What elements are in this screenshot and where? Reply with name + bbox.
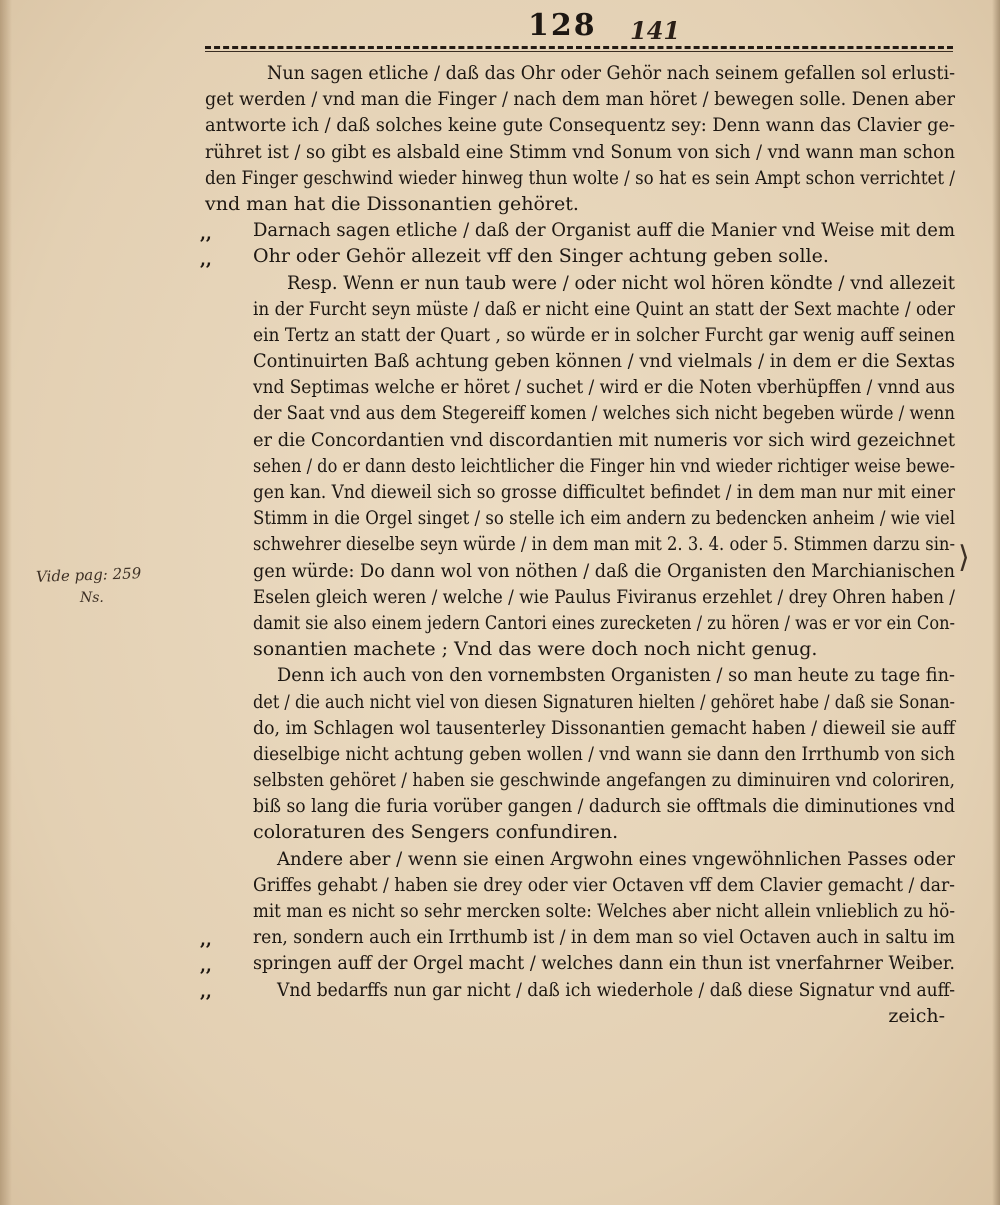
text-line: vnd man hat die Dissonantien gehöret.	[205, 192, 579, 215]
text-line: Nun sagen etliche / daß das Ohr oder Gehör nach seinem gefallen sol erlusti-	[267, 62, 955, 84]
page-number: 128	[528, 8, 597, 43]
quote-mark: ,,	[200, 250, 212, 270]
text-line: rühret ist / so gibt es alsbald eine Stimm vnd Sonum von sich / vnd wann man schon	[205, 140, 955, 163]
quote-mark: ,,	[200, 956, 212, 976]
text-line: schwehrer dieselbe seyn würde / in dem man mit 2. 3. 4. oder 5. Stimmen darzu sin-	[253, 533, 955, 556]
header-rule	[205, 46, 953, 49]
text-line: dieselbige nicht achtung geben wollen / vnd wann sie dann den Irrthumb von sich	[253, 742, 955, 765]
text-line: Continuirten Baß achtung geben können / vnd vielmals / in dem er die Sextas	[253, 350, 955, 373]
text-line: sonantien machete ; Vnd das were doch noch nicht genug.	[253, 638, 818, 661]
text-line: springen auff der Orgel macht / welches dann ein thun ist vnerfahrner Weiber.	[253, 952, 955, 975]
text-line: sehen / do er dann desto leichtlicher die Finger hin vnd wieder richtiger weise bewe-	[253, 454, 955, 477]
page-left-shadow	[0, 0, 12, 1205]
text-line: Andere aber / wenn sie einen Argwohn eines vngewöhnlichen Passes oder	[277, 847, 955, 870]
text-line: antworte ich / daß solches keine gute Consequentz sey: Denn wann das Clavier ge-	[205, 114, 955, 137]
text-line: do, im Schlagen wol tausenterley Dissonantien gemacht haben / dieweil sie auff	[253, 716, 955, 739]
text-line: get werden / vnd man die Finger / nach dem man höret / bewegen solle. Denen aber	[205, 88, 955, 111]
text-line: Stimm in die Orgel singet / so stelle ich eim andern zu bedencken anheim / wie viel	[253, 507, 955, 530]
text-line: der Saat vnd aus dem Stegereiff komen / welches sich nicht begeben würde / wenn	[253, 402, 955, 425]
text-line: Ohr oder Gehör allezeit vff den Singer achtung geben solle.	[253, 245, 829, 268]
page-header	[480, 6, 720, 44]
catchword: zeich-	[888, 1004, 945, 1027]
text-line: Darnach sagen etliche / daß der Organist auff die Manier vnd Weise mit dem	[253, 219, 955, 242]
text-line: ren, sondern auch ein Irrthumb ist / in dem man so viel Octaven auch in saltu im	[253, 926, 955, 949]
text-line: biß so lang die furia vorüber gangen / dadurch sie offtmals die diminutiones vnd	[253, 795, 955, 818]
body-text	[205, 60, 955, 1029]
text-line: er die Concordantien vnd discordantien mit numeris vor sich wird gezeichnet	[253, 428, 955, 451]
text-line: in der Furcht seyn müste / daß er nicht eine Quint an statt der Sext machte / oder	[253, 297, 955, 320]
text-line: Denn ich auch von den vornembsten Organisten / so man heute zu tage fin-	[277, 664, 955, 687]
text-line: gen würde: Do dann wol von nöthen / daß die Organisten den Marchianischen	[253, 559, 955, 582]
text-line: damit sie also einem jedern Cantori eines zurecketen / zu hören / was er vor ein Con-	[253, 611, 955, 634]
quote-mark: ,,	[200, 982, 212, 1002]
text-line: Resp. Wenn er nun taub were / oder nicht wol hören köndte / vnd allezeit	[287, 271, 955, 294]
text-line: gen kan. Vnd dieweil sich so grosse difficultet befindet / in dem man nur mit einer	[253, 481, 955, 503]
header-rule-thin	[205, 51, 953, 52]
text-line: Vnd bedarffs nun gar nicht / daß ich wiederhole / daß diese Signatur vnd auff-	[277, 978, 955, 1001]
text-line: coloraturen des Sengers confundiren.	[253, 821, 619, 844]
text-line: Eselen gleich weren / welche / wie Paulus Fiviranus erzehlet / drey Ohren haben /	[253, 585, 955, 608]
text-line: ein Tertz an statt der Quart , so würde er in solcher Furcht gar wenig auff seinen	[253, 323, 955, 346]
margin-note-sub: Ns.	[80, 590, 104, 606]
page-number-handwritten: 141	[630, 16, 681, 45]
margin-bracket-mark: ⟩	[958, 540, 970, 575]
text-line: Griffes gehabt / haben sie drey oder vier Octaven vff dem Clavier gemacht / dar-	[253, 873, 955, 896]
margin-note: Vide pag: 259	[35, 564, 142, 586]
text-line: det / die auch nicht viel von diesen Signaturen hielten / gehöret habe / daß sie Sonan-	[253, 690, 955, 713]
text-line: selbsten gehöret / haben sie geschwinde angefangen zu diminuiren vnd coloriren,	[253, 769, 955, 792]
quote-mark: ,,	[200, 224, 212, 244]
text-line: vnd Septimas welche er höret / suchet / wird er die Noten vberhüpffen / vnnd aus	[253, 376, 955, 399]
text-line: den Finger geschwind wieder hinweg thun wolte / so hat es sein Ampt schon verrichtet /	[205, 166, 955, 189]
quote-mark: ,,	[200, 930, 212, 950]
text-line: mit man es nicht so sehr mercken solte: Welches aber nicht allein vnlieblich zu hö-	[253, 900, 955, 922]
